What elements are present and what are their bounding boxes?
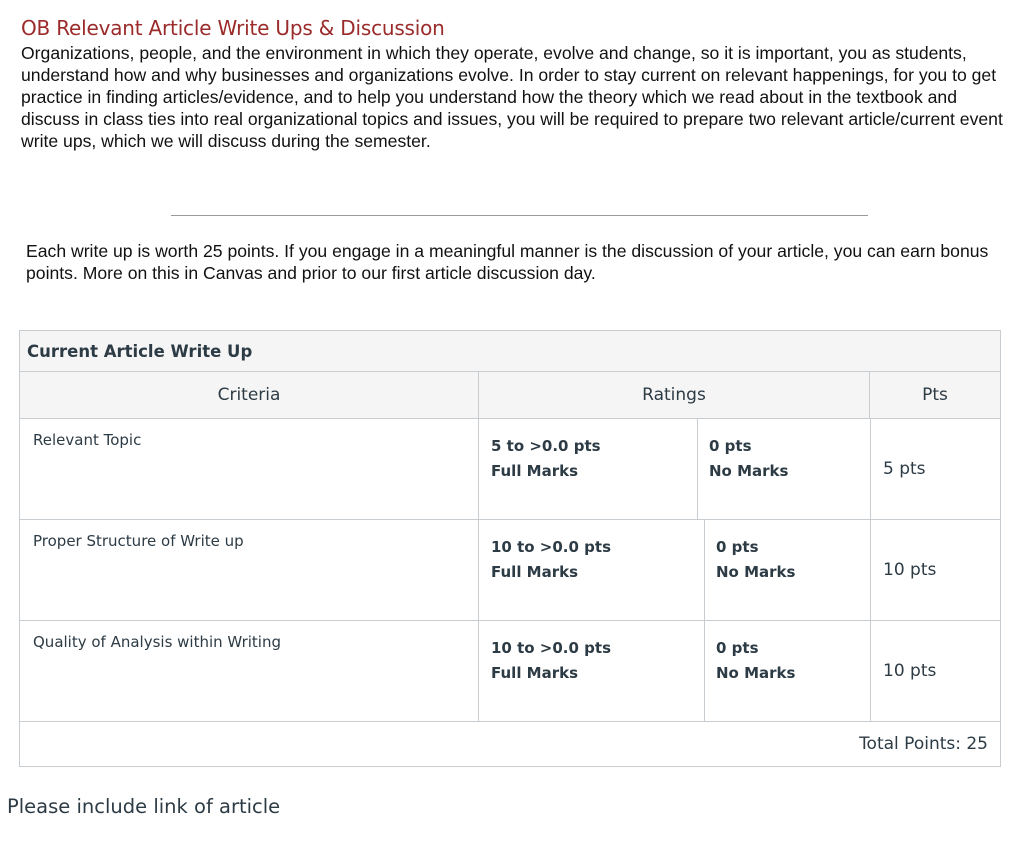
ratings-header: Ratings xyxy=(479,372,870,418)
rating-points: 10 to >0.0 pts xyxy=(491,639,611,657)
criterion-label: Relevant Topic xyxy=(33,431,142,449)
criterion-label: Proper Structure of Write up xyxy=(33,532,244,550)
rubric-title-bar xyxy=(20,331,1000,372)
rating-description: No Marks xyxy=(709,462,789,480)
points-cell xyxy=(870,419,1000,519)
criterion-points: 10 pts xyxy=(883,661,937,681)
points-cell xyxy=(870,520,1000,620)
criterion-points: 10 pts xyxy=(883,560,937,580)
rating-full-marks xyxy=(479,520,704,620)
rubric-table xyxy=(19,330,1001,767)
rating-description: Full Marks xyxy=(491,664,579,682)
footer-note: Please include link of article xyxy=(7,795,281,818)
rating-description: Full Marks xyxy=(491,462,579,480)
rubric-row-quality-of-analysis xyxy=(20,621,1000,722)
criterion-cell xyxy=(20,621,479,721)
rating-points: 5 to >0.0 pts xyxy=(491,437,601,455)
points-note-paragraph: Each write up is worth 25 points. If you engage in a meaningful manner is the discussion of your article, you can earn bonus points. More on this in Canvas and prior to our first article discussion day. xyxy=(26,241,989,283)
divider xyxy=(171,215,868,216)
rating-description: No Marks xyxy=(716,563,796,581)
rating-no-marks xyxy=(697,419,870,519)
rating-description: No Marks xyxy=(716,664,796,682)
pts-header: Pts xyxy=(922,385,948,405)
intro-paragraph: Organizations, people, and the environment in which they operate, evolve and change, so it is important, you as students, understand how and why businesses and organizations evolve. In order to stay current on relevant happenings, for you to get practice in finding articles/evidence, and to help you understand how the theory which we read about in the textbook and discuss in class ties into real organizational topics and issues, you will be required to prepare two relevant article/current event write ups, which we will discuss during the semester. xyxy=(21,43,1003,151)
total-points: Total Points: 25 xyxy=(859,734,988,754)
rating-no-marks xyxy=(704,621,870,721)
rubric-header-row xyxy=(20,372,1000,419)
points-cell xyxy=(870,621,1000,721)
criterion-cell xyxy=(20,520,479,620)
criterion-label: Quality of Analysis within Writing xyxy=(33,633,281,651)
rating-full-marks xyxy=(479,621,704,721)
rating-points: 10 to >0.0 pts xyxy=(491,538,611,556)
criteria-header: Criteria xyxy=(20,372,479,418)
criterion-cell xyxy=(20,419,479,519)
rubric-title: Current Article Write Up xyxy=(27,342,253,361)
rating-description: Full Marks xyxy=(491,563,579,581)
criterion-points: 5 pts xyxy=(883,459,926,479)
rating-points: 0 pts xyxy=(716,639,759,657)
rating-full-marks xyxy=(479,419,697,519)
rating-points: 0 pts xyxy=(709,437,752,455)
rating-points: 0 pts xyxy=(716,538,759,556)
rating-no-marks xyxy=(704,520,870,620)
rubric-row-relevant-topic xyxy=(20,419,1000,520)
page-title: OB Relevant Article Write Ups & Discussion xyxy=(21,16,445,40)
rubric-row-proper-structure xyxy=(20,520,1000,621)
